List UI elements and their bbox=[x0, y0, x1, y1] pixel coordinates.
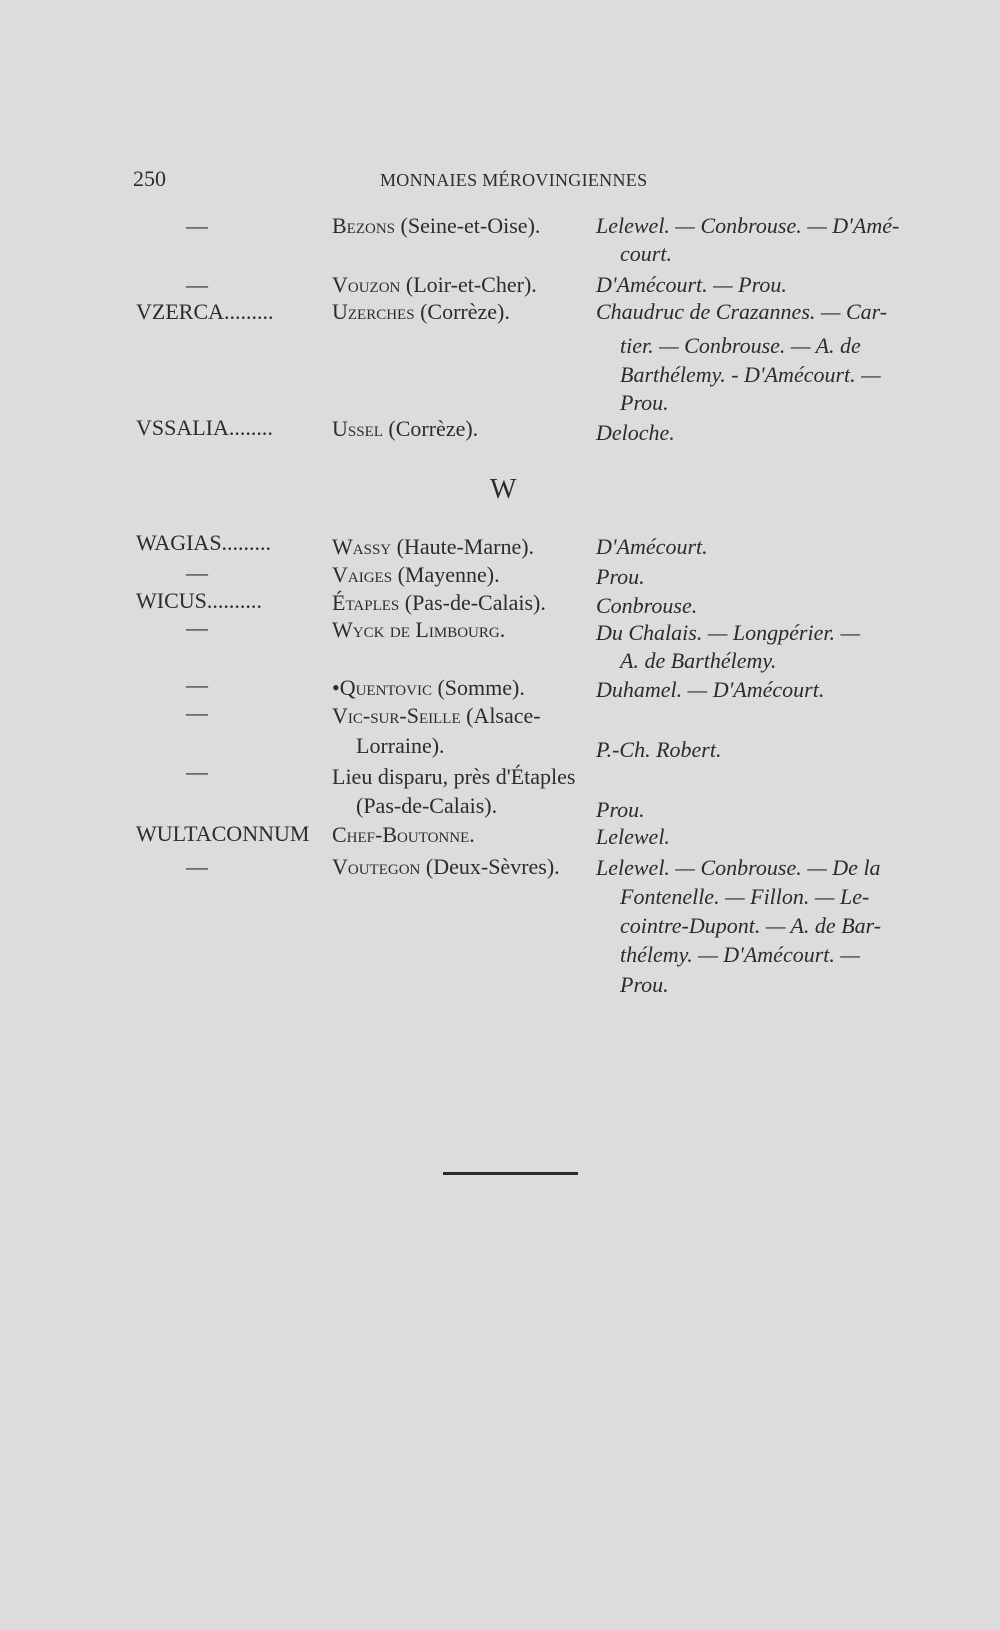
latin-name: — bbox=[186, 759, 208, 784]
latin-name: WULTACONNUM bbox=[136, 821, 310, 846]
region-continued: Lorraine). bbox=[356, 733, 445, 758]
region-continued: (Pas-de-Calais). bbox=[356, 793, 498, 818]
reference: Lelewel. bbox=[596, 824, 670, 849]
reference: Barthélemy. - D'Amécourt. — bbox=[620, 362, 881, 387]
reference: Du Chalais. — Longpérier. — bbox=[596, 620, 861, 645]
place-name bbox=[332, 416, 478, 442]
reference: court. bbox=[620, 241, 672, 266]
region: (Deux-Sèvres). bbox=[425, 854, 560, 879]
region: (Mayenne). bbox=[397, 562, 500, 587]
reference: A. de Barthélemy. bbox=[620, 648, 777, 673]
place-sc: Étaples bbox=[332, 590, 400, 615]
latin-name: — bbox=[186, 213, 208, 238]
place-name bbox=[332, 822, 475, 848]
place-sc: Voutegon bbox=[332, 854, 421, 879]
reference: D'Amécourt. bbox=[596, 534, 708, 559]
place-sc: Vic-sur-Seille bbox=[332, 703, 461, 728]
reference: cointre-Dupont. — A. de Bar- bbox=[620, 913, 882, 938]
running-title: MONNAIES MÉROVINGIENNES bbox=[380, 170, 648, 190]
place-name bbox=[332, 562, 500, 588]
place-sc: Vaiges bbox=[332, 562, 393, 587]
place-sc: Wyck de Limbourg bbox=[332, 617, 500, 642]
reference: Lelewel. — Conbrouse. — D'Amé- bbox=[596, 213, 900, 238]
reference: thélemy. — D'Amécourt. — bbox=[620, 942, 860, 967]
reference: Conbrouse. bbox=[596, 593, 698, 618]
latin-name: — bbox=[186, 854, 208, 879]
latin-name: — bbox=[186, 672, 208, 697]
latin-name: WICUS.......... bbox=[136, 588, 262, 613]
place-name bbox=[332, 272, 537, 298]
region: (Haute-Marne). bbox=[396, 534, 535, 559]
region: (Corrèze). bbox=[388, 416, 479, 441]
latin-name: VSSALIA........ bbox=[136, 415, 273, 440]
latin-name: — bbox=[186, 272, 208, 297]
reference: Fontenelle. — Fillon. — Le- bbox=[620, 884, 870, 909]
latin-name: — bbox=[186, 615, 208, 640]
place-name bbox=[332, 534, 534, 560]
place-name bbox=[332, 213, 540, 239]
place-sc: Vouzon bbox=[332, 272, 401, 297]
reference: Prou. bbox=[596, 797, 645, 822]
latin-name: — bbox=[186, 700, 208, 725]
reference: P.-Ch. Robert. bbox=[596, 737, 722, 762]
reference: Deloche. bbox=[596, 420, 675, 445]
reference: tier. — Conbrouse. — A. de bbox=[620, 333, 861, 358]
page-number: 250 bbox=[133, 166, 166, 191]
region: (Alsace- bbox=[466, 703, 541, 728]
reference: Lelewel. — Conbrouse. — De la bbox=[596, 855, 881, 880]
place-sc: Bezons bbox=[332, 213, 396, 238]
region: . bbox=[499, 617, 506, 642]
place-name bbox=[332, 590, 546, 616]
place-name bbox=[332, 675, 525, 701]
region: (Loir-et-Cher). bbox=[405, 272, 537, 297]
reference: Prou. bbox=[620, 972, 669, 997]
region: (Somme). bbox=[437, 675, 525, 700]
region: (Pas-de-Calais). bbox=[404, 590, 546, 615]
region: (Corrèze). bbox=[420, 299, 510, 324]
closing-rule bbox=[443, 1172, 578, 1175]
place-name: Lieu disparu, près d'Étaples bbox=[332, 764, 576, 789]
place-name bbox=[332, 299, 510, 325]
place-sc: Chef-Boutonne bbox=[332, 822, 470, 847]
reference: Chaudruc de Crazannes. — Car- bbox=[596, 299, 888, 324]
place-sc: Ussel bbox=[332, 416, 383, 441]
region: (Seine-et-Oise). bbox=[400, 213, 541, 238]
latin-name: WAGIAS......... bbox=[136, 530, 272, 555]
latin-name: VZERCA......... bbox=[136, 299, 274, 324]
place-sc: Uzerches bbox=[332, 299, 415, 324]
reference: Duhamel. — D'Amécourt. bbox=[596, 677, 825, 702]
latin-name: — bbox=[186, 560, 208, 585]
reference: Prou. bbox=[596, 564, 645, 589]
region: . bbox=[469, 822, 475, 847]
section-letter: W bbox=[490, 474, 517, 505]
reference: Prou. bbox=[620, 390, 669, 415]
reference: D'Amécourt. — Prou. bbox=[596, 272, 787, 297]
place-name bbox=[332, 854, 560, 880]
place-name bbox=[332, 617, 505, 643]
place-name bbox=[332, 703, 541, 729]
place-sc: •Quentovic bbox=[332, 675, 432, 700]
place-sc: Wassy bbox=[332, 534, 392, 559]
